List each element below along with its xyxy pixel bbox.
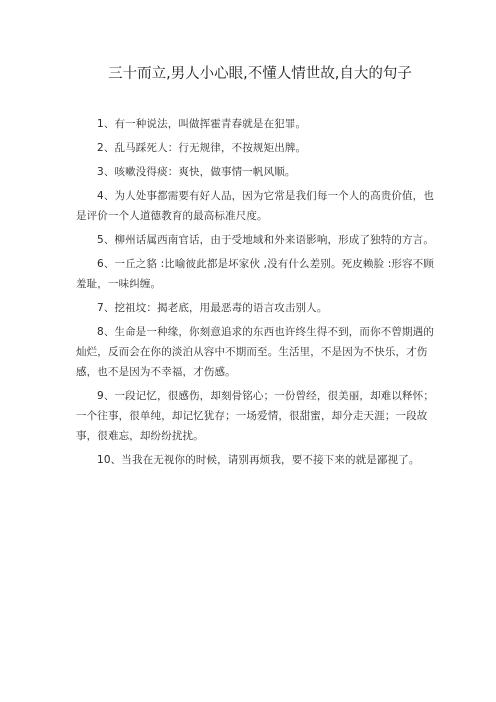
document-title: 三十而立,男人小心眼,不懂人情世故,自大的句子 [108, 66, 412, 82]
paragraph-9: 9、一段记忆，很感伤，却刻骨铭心；一份曾经，很美丽，却难以释怀；一个往事，很单纯，却记忆犹存；一场爱情，很甜蜜，却分走天涯；一段故事，很难忘，却纷纷扰扰。 [76, 390, 434, 442]
paragraph-5: 5、柳州话属西南官话，由于受地域和外来语影响，形成了独特的方言。 [97, 234, 434, 246]
paragraph-10: 10、当我在无视你的时候，请别再烦我，要不接下来的就是鄙视了。 [97, 454, 420, 466]
paragraph-2: 2、乱马踩死人：行无规律，不按规矩出牌。 [97, 142, 307, 154]
paragraph-6: 6、一丘之貉 :比喻彼此都是坏家伙 ,没有什么差别。死皮赖脸 :形容不顾羞耻，一味纠缠。 [76, 258, 435, 290]
paragraph-4: 4、为人处事都需要有好人品，因为它常是我们每一个人的高贵价值，也是评价一个人道德教育的最高标准尺度。 [76, 190, 434, 222]
paragraph-8: 8、生命是一种缘，你刻意追求的东西也许终生得不到，而你不曾期遇的灿烂，反而会在你的淡泊从容中不期而至。生活里，不是因为不快乐，才伤感，也不是因为不幸福，才伤感。 [76, 326, 434, 378]
paragraph-1: 1、有一种说法，叫做挥霍青春就是在犯罪。 [97, 118, 307, 130]
document-body [76, 114, 436, 474]
paragraph-7: 7、挖祖坟：揭老底，用最恶毒的语言攻击别人。 [97, 302, 328, 314]
paragraph-3: 3、咳嗽没得痰：爽快，做事情一帆风顺。 [97, 166, 296, 178]
